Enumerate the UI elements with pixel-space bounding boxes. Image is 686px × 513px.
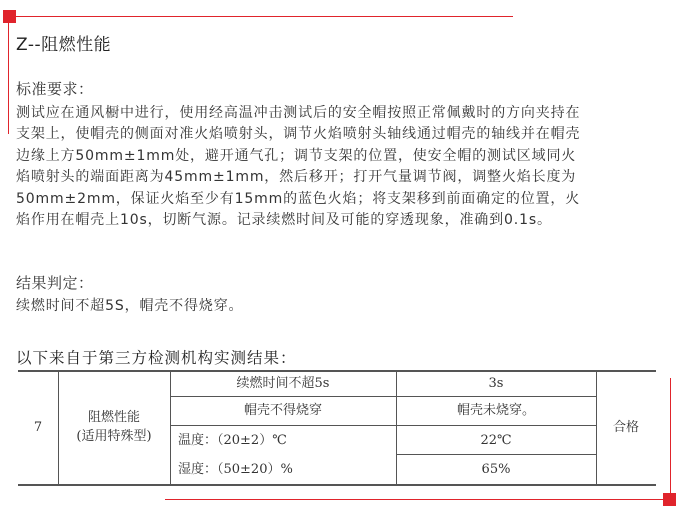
standard-line: 焰喷射头的端面距离为45mm±1mm，然后移开；打开气量调节阀，调整火焰长度为 <box>16 169 577 186</box>
decorative-corner-square-top-left <box>3 10 16 23</box>
standard-text <box>16 103 671 231</box>
result-burn-through: 帽壳未烧穿。 <box>456 403 535 418</box>
verdict: 合格 <box>612 419 639 435</box>
page-title: Z--阻燃性能 <box>16 35 112 55</box>
decorative-frame-right-line <box>670 378 671 500</box>
judgement-heading: 结果判定： <box>16 274 94 292</box>
decorative-corner-square-bottom-right <box>663 493 676 506</box>
result-afterflame: 3s <box>488 375 504 391</box>
item-name-cell <box>58 370 170 484</box>
condition-humidity: 湿度：（50±20）% <box>178 462 293 477</box>
requirement-burn-through: 帽壳不得烧穿 <box>243 403 322 418</box>
judgement-text: 续燃时间不超5S，帽壳不得烧穿。 <box>16 298 244 314</box>
test-result-table <box>18 370 656 486</box>
item-name: 阻燃性能 <box>87 410 140 425</box>
decorative-frame-top-line <box>8 16 513 17</box>
item-note: (适用特殊型) <box>76 429 152 444</box>
requirement-afterflame: 续燃时间不超5s <box>236 375 330 391</box>
result-temperature: 22℃ <box>480 432 512 448</box>
standard-line: 50mm±2mm，保证火焰至少有15mm的蓝色火焰；将支架移到前面确定的位置，火 <box>16 190 581 207</box>
standard-heading: 标准要求： <box>16 80 94 98</box>
third-party-heading: 以下来自于第三方检测机构实测结果： <box>16 349 297 367</box>
condition-temperature: 温度：（20±2）℃ <box>178 433 287 448</box>
result-humidity: 65% <box>481 462 511 477</box>
standard-line: 测试应在通风橱中进行，使用经高温冲击测试后的安全帽按照正常佩戴时的方向夹持在 <box>16 105 581 121</box>
standard-line: 焰作用在帽壳上10s，切断气源。记录续燃时间及可能的穿透现象，准确到0.1s。 <box>16 212 552 229</box>
decorative-frame-left-line <box>8 16 9 134</box>
standard-line: 支架上，使帽壳的侧面对准火焰喷射头，调节火焰喷射头轴线通过帽壳的轴线并在帽壳 <box>16 126 581 143</box>
decorative-frame-bottom-line <box>165 499 670 500</box>
standard-line: 边缘上方50mm±1mm处，避开通气孔；调节支架的位置，使安全帽的测试区域同火 <box>16 147 577 164</box>
table-border-bottom <box>18 484 656 486</box>
item-number: 7 <box>33 419 43 435</box>
